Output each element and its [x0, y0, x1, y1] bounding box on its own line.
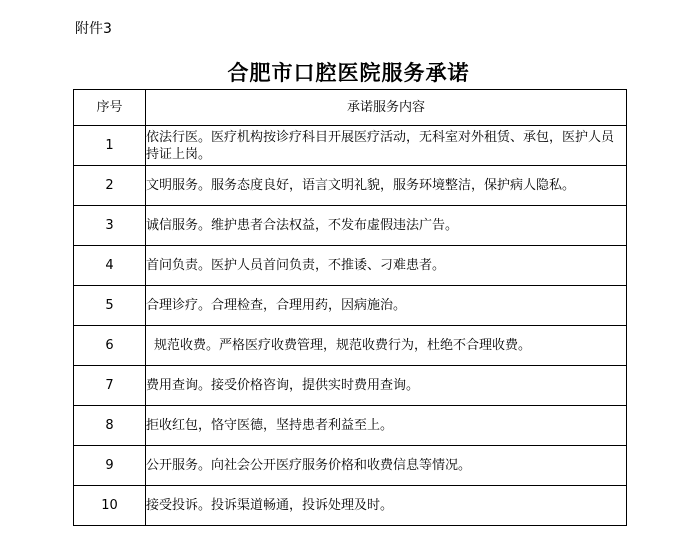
header-serial-number: 序号	[74, 90, 146, 126]
table-row	[74, 366, 627, 406]
row-content: 拒收红包，恪守医德，坚持患者利益至上。	[146, 406, 627, 446]
row-content: 依法行医。医疗机构按诊疗科目开展医疗活动，无科室对外租赁、承包，医护人员持证上岗。	[146, 126, 627, 166]
row-number: 3	[74, 206, 146, 246]
row-content: 诚信服务。维护患者合法权益，不发布虚假违法广告。	[146, 206, 627, 246]
row-number: 10	[74, 486, 146, 526]
row-number: 4	[74, 246, 146, 286]
row-number: 7	[74, 366, 146, 406]
row-content: 费用查询。接受价格咨询，提供实时费用查询。	[146, 366, 627, 406]
row-content: 接受投诉。投诉渠道畅通，投诉处理及时。	[146, 486, 627, 526]
row-content: 规范收费。严格医疗收费管理，规范收费行为，杜绝不合理收费。	[146, 326, 627, 366]
row-content: 公开服务。向社会公开医疗服务价格和收费信息等情况。	[146, 446, 627, 486]
table-row	[74, 406, 627, 446]
document-title: 合肥市口腔医院服务承诺	[227, 60, 470, 85]
table-row	[74, 166, 627, 206]
table-row	[74, 326, 627, 366]
attachment-label: 附件3	[75, 21, 112, 37]
row-number: 2	[74, 166, 146, 206]
table-row	[74, 206, 627, 246]
table-row	[74, 486, 627, 526]
row-number: 5	[74, 286, 146, 326]
table-row	[74, 286, 627, 326]
header-commitment-content: 承诺服务内容	[146, 90, 627, 126]
row-content: 文明服务。服务态度良好，语言文明礼貌，服务环境整洁，保护病人隐私。	[146, 166, 627, 206]
row-content: 首问负责。医护人员首问负责，不推诿、刁难患者。	[146, 246, 627, 286]
table-row	[74, 126, 627, 166]
row-content: 合理诊疗。合理检查，合理用药，因病施治。	[146, 286, 627, 326]
table-header-row	[74, 90, 627, 126]
row-number: 1	[74, 126, 146, 166]
table-row	[74, 446, 627, 486]
commitments-table	[73, 89, 627, 526]
table-row	[74, 246, 627, 286]
row-number: 8	[74, 406, 146, 446]
row-number: 6	[74, 326, 146, 366]
row-number: 9	[74, 446, 146, 486]
